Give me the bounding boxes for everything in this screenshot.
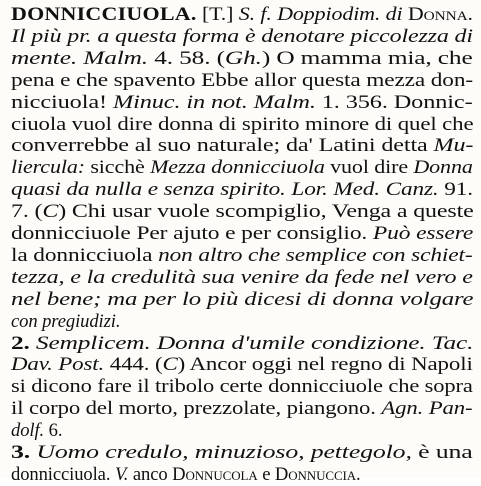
italic-text: C (42, 201, 59, 223)
italic-text: Gh. (224, 47, 262, 69)
text-run: ) Ancor oggi nel regno di Napoli (177, 354, 473, 376)
entry-line (11, 464, 361, 486)
entry-line (11, 179, 473, 201)
italic-text: Mezza donnicciuola (150, 157, 325, 179)
entry-line (11, 398, 472, 420)
italic-text: mente. Malm. (11, 47, 149, 69)
text-run: si dicono fare il tribolo certe donnicciuole che sopra (11, 376, 473, 398)
entry-line (11, 48, 473, 70)
entry-line (11, 376, 473, 398)
text-run: sicchè (84, 157, 151, 179)
text-run: 444. ( (104, 354, 163, 376)
text-run: nicciuola! (11, 91, 113, 113)
text-run: è una (411, 442, 473, 463)
text-run: . (467, 4, 473, 25)
text-run: pena e che spavento Ebbe allor questa mezza don- (11, 69, 473, 91)
italic-text: quasi da nulla e senza spirito. Lor. Med. Canz. (11, 179, 439, 201)
entry-line (11, 267, 473, 289)
italic-text: nel bene; ma per lo più dicesi di donna volgare (11, 288, 474, 310)
entry-line (11, 311, 120, 333)
text-run: 7. ( (11, 201, 43, 223)
italic-text: Semplicem. Donna d'umile condizione. Tac. (35, 332, 474, 354)
entry-line (11, 442, 473, 464)
text-run: 91. (438, 179, 473, 201)
text-run: donnicciuole Per ajuto e per consiglio. (11, 223, 373, 244)
italic-text: S. f. Doppiodim. di (238, 4, 408, 25)
italic-text: tezza, e la credulità sua venire da fede nel vero e (11, 266, 473, 288)
entry-line (11, 354, 473, 376)
text-run: converrebbe al suo naturale; da' Latini detta (11, 135, 434, 157)
text-run: 6. (44, 420, 63, 442)
italic-text: Donna (413, 157, 473, 179)
entry-line (11, 245, 473, 267)
cross-reference: Donna (407, 4, 468, 25)
text-run: 4. 58. ( (148, 47, 225, 69)
text-run: vuol dire (324, 157, 414, 179)
entry-line (11, 420, 62, 442)
italic-text: dolf. (11, 420, 45, 442)
text-run: la donnicciuola (11, 244, 159, 266)
text-run: . (356, 463, 361, 485)
italic-text: non altro che semplice con schiet- (158, 244, 473, 266)
italic-text: Agn. Pan- (381, 398, 473, 420)
italic-text: Minuc. in not. Malm. (112, 91, 316, 113)
entry-line (11, 333, 473, 355)
italic-text: Il più pr. a questa forma è denotare piccolezza di (11, 25, 473, 47)
entry-line (11, 201, 474, 223)
italic-text: con pregiudizi. (11, 310, 121, 332)
text-run: ) O mamma mia, che (261, 47, 473, 69)
text-run: ) Chi usar vuole scompiglio, Venga a queste (58, 201, 474, 223)
entry-line (11, 135, 473, 157)
italic-text: liercula: (11, 157, 85, 179)
italic-text: C (162, 354, 178, 376)
sense-number: 2. (11, 332, 36, 354)
italic-text: Mu- (433, 135, 474, 157)
text-run: il corpo del morto, prezzolate, piangono. (11, 398, 382, 420)
entry-line (11, 223, 473, 245)
entry-line (11, 4, 473, 26)
italic-text: Può essere (372, 223, 474, 244)
entry-line (11, 70, 473, 92)
text-run: anco (128, 463, 173, 485)
sense-number: 3. (11, 442, 37, 463)
entry-line (11, 289, 473, 311)
text-run: e (257, 463, 275, 485)
text-run: 1. 356. Donnic- (315, 91, 473, 113)
italic-text: V. (114, 463, 129, 485)
entry-line (11, 26, 473, 48)
cross-reference: Donnuccia (274, 463, 357, 485)
text-run: [T.] (196, 4, 239, 25)
entry-line (11, 114, 473, 136)
text-run: ciuola vuol dire donna di spirito minore di quel che (11, 113, 474, 135)
cross-reference: Donnucola (172, 463, 258, 485)
entry-line (11, 157, 473, 179)
entry-line (11, 92, 473, 114)
headword: DONNICCIUOLA. (11, 4, 197, 25)
text-run: donnicciuola. (11, 463, 115, 485)
italic-text: Uomo credulo, minuzioso, pettegolo, (36, 442, 412, 463)
italic-text: Dav. Post. (11, 354, 105, 376)
